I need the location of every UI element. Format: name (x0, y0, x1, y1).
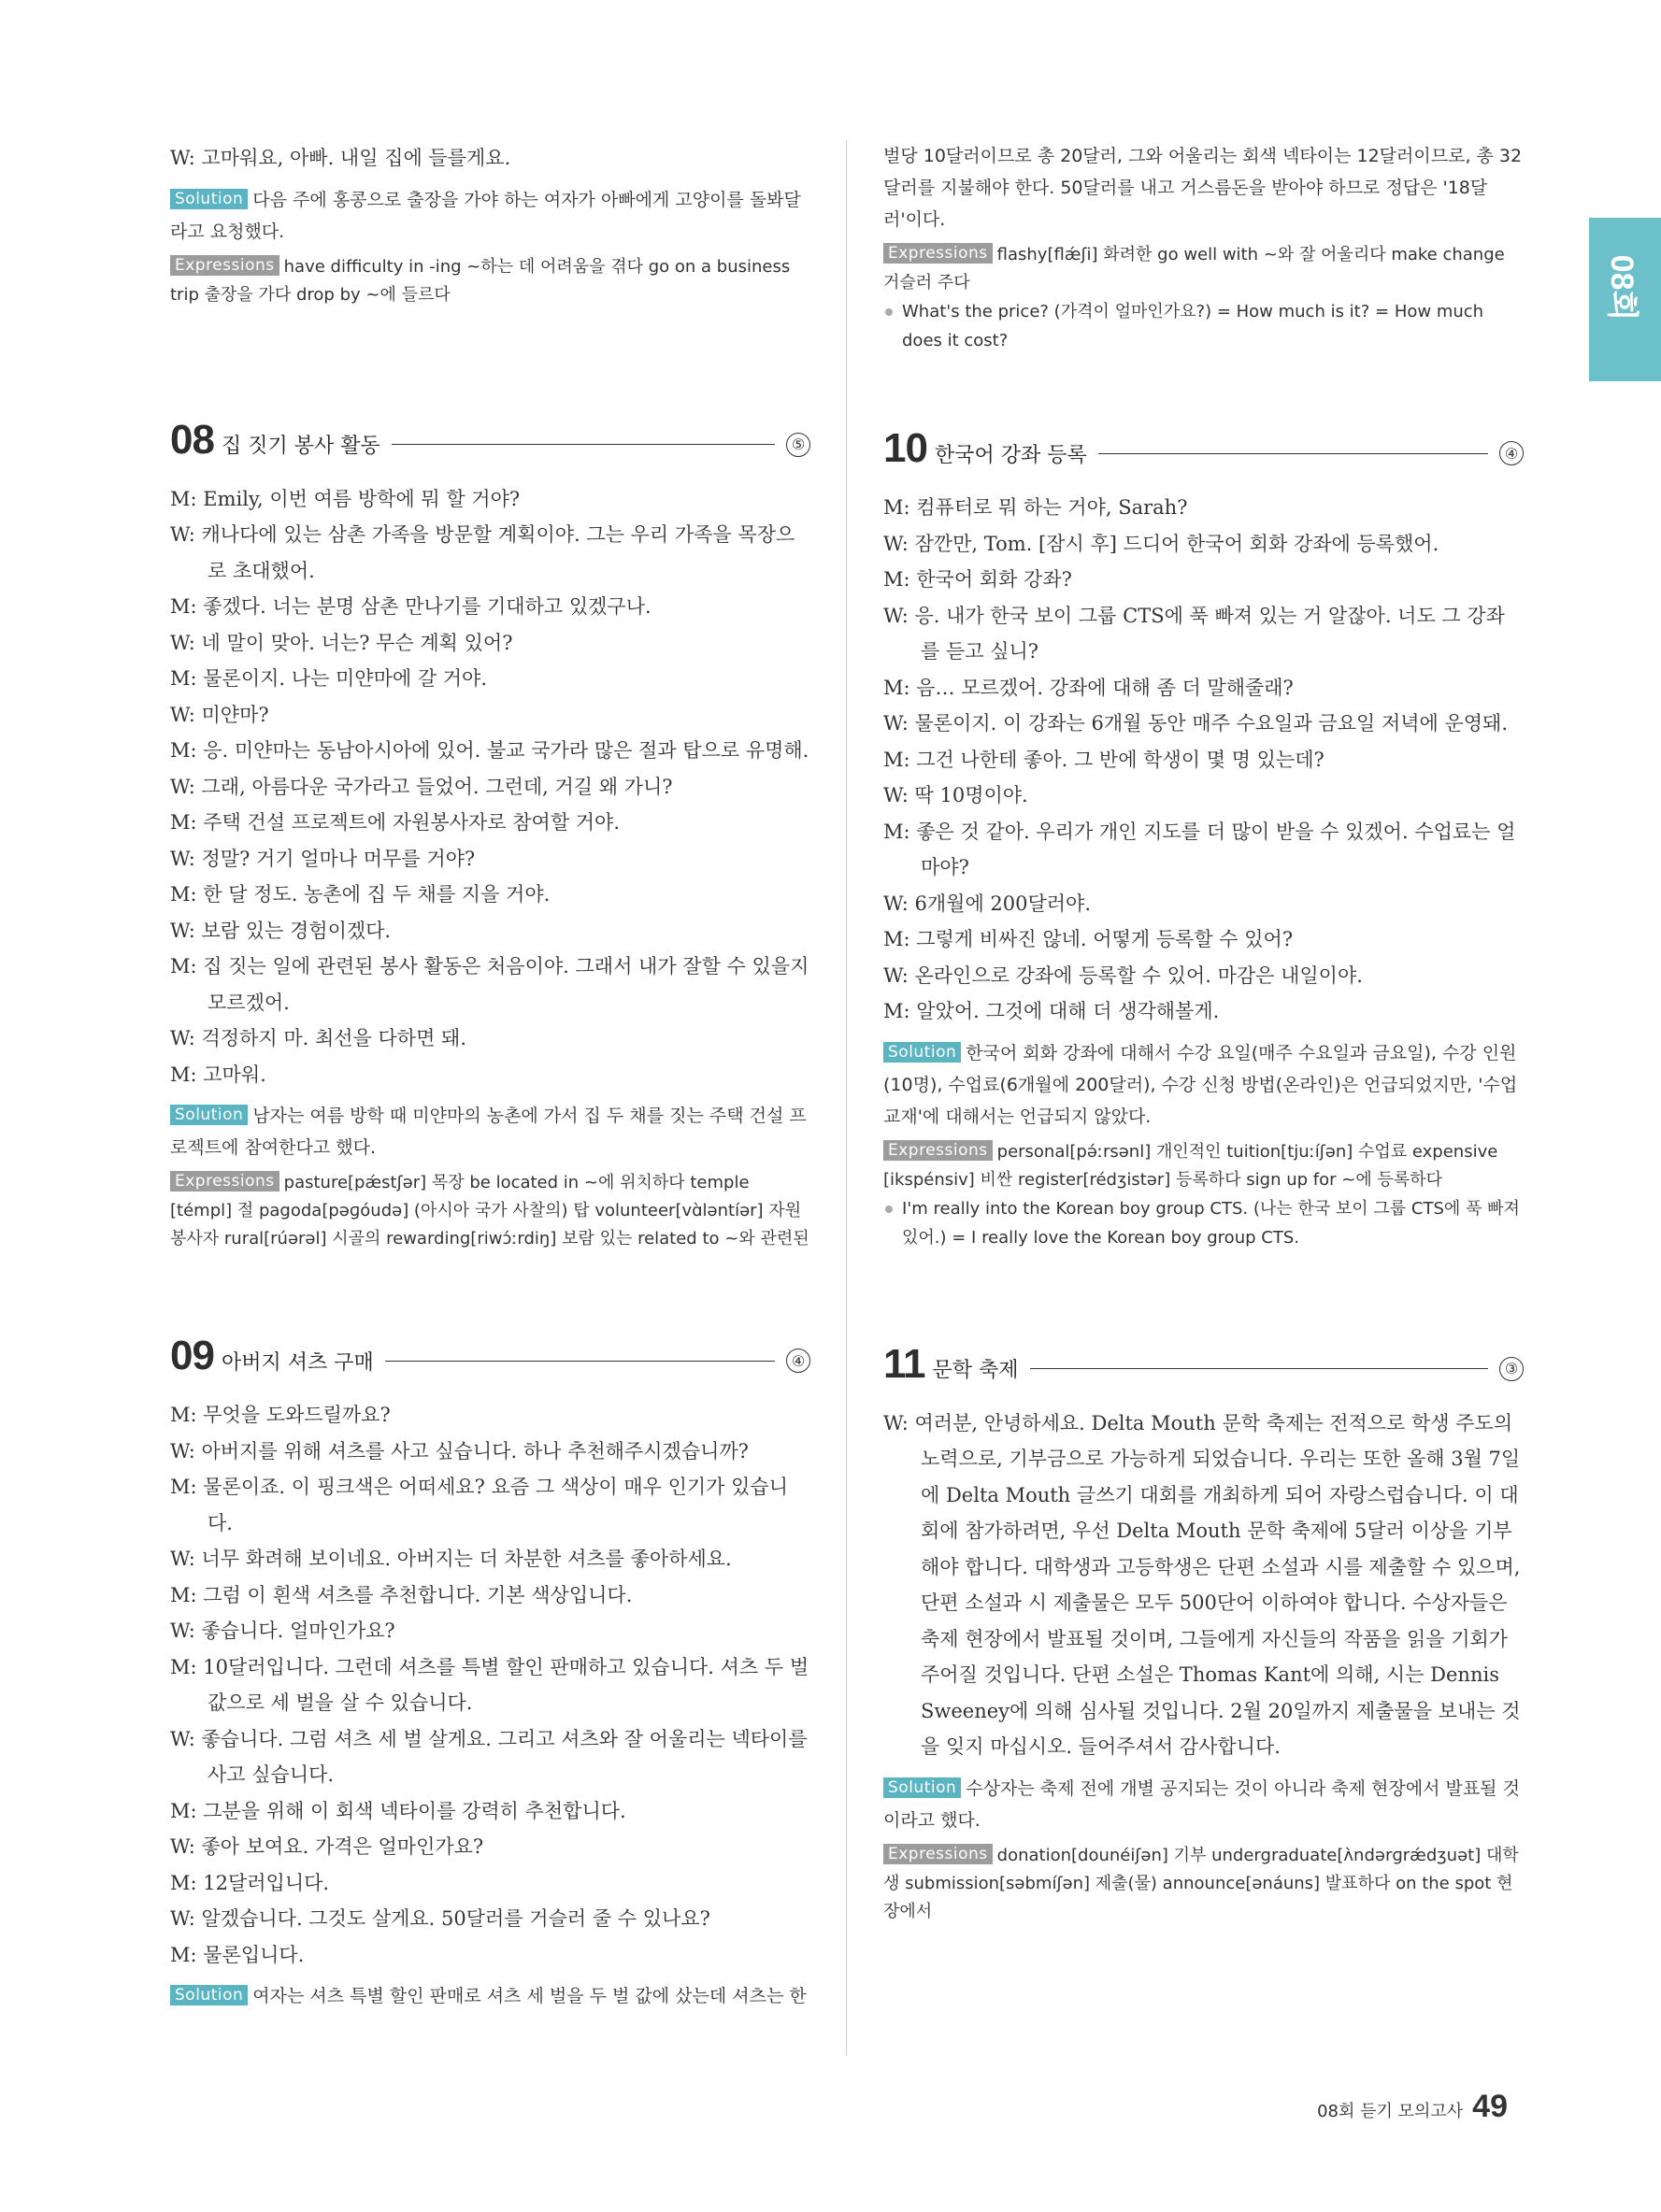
solution-text: 여자는 셔츠 특별 할인 판매로 셔츠 세 벌을 두 벌 값에 샀는데 셔츠는 한 (252, 1986, 807, 2006)
expressions-tag: Expressions (170, 255, 279, 276)
section-08-header (170, 412, 810, 468)
dialogue-line: M: 좋겠다. 너는 분명 삼촌 만나기를 기대하고 있겠구나. (170, 595, 652, 618)
section-rule (385, 1361, 775, 1362)
section-09-dialogue (170, 1397, 810, 1973)
section-08-dialogue (170, 481, 810, 1093)
dialogue-line: W: 그래, 아름다운 국가라고 들었어. 그런데, 거길 왜 가니? (170, 775, 673, 798)
solution-text: 남자는 여름 방학 때 미얀마의 농촌에 가서 집 두 채를 짓는 주택 건설 프로젝트에 참여한다고 했다. (170, 1106, 807, 1158)
dialogue-line: W: 캐나다에 있는 삼촌 가족을 방문할 계획이야. 그는 우리 가족을 목장으로 초대했어. (170, 523, 795, 582)
solution-block (170, 184, 810, 248)
dialogue-line: W: 좋아 보여요. 가격은 얼마인가요? (170, 1835, 484, 1858)
dialogue-line: M: 응. 미얀마는 동남아시아에 있어. 불교 국가라 많은 절과 탑으로 유명해. (170, 739, 809, 762)
section-11-header (883, 1336, 1524, 1392)
expressions-block (170, 253, 810, 309)
dialogue-line: M: 12달러입니다. (170, 1871, 330, 1894)
dialogue-line: M: 한국어 회화 강좌? (883, 568, 1072, 591)
dialogue-line: W: 응. 내가 한국 보이 그룹 CTS에 푹 빠져 있는 거 알잖아. 너도 그 강좌를 듣고 싶니? (883, 604, 1505, 663)
dialogue-line: M: 좋은 것 같아. 우리가 개인 지도를 더 많이 받을 수 있겠어. 수업료는 얼마야? (883, 820, 1516, 878)
expression-bullet: I'm really into the Korean boy group CTS. (나는 한국 보이 그룹 CTS에 푹 빠져 있어.) = I really love the Korean boy group CTS. (883, 1194, 1524, 1252)
solution-tag: Solution (170, 1105, 248, 1125)
section-11-monologue (883, 1406, 1524, 1765)
expressions-text: have difficulty in -ing ~하는 데 어려움을 겪다 go on a business trip 출장을 가다 drop by ~에 들르다 (170, 256, 791, 305)
dialogue-line: M: 주택 건설 프로젝트에 자원봉사자로 참여할 거야. (170, 811, 621, 834)
solution-tag: Solution (883, 1042, 961, 1063)
solution-continuation: 벌당 10달러이므로 총 20달러, 그와 어울리는 회색 넥타이는 12달러이므로, 총 32달러를 지불해야 한다. 50달러를 내고 거스름돈을 받아야 하므로 정답은 '18달러'이다. (883, 146, 1523, 230)
dialogue-line: W: 정말? 거기 얼마나 머무를 거야? (170, 847, 476, 870)
dialogue-line: M: 물론이죠. 이 핑크색은 어떠세요? 요즘 그 색상이 매우 인기가 있습니다. (170, 1476, 788, 1534)
solution-text: 한국어 회화 강좌에 대해서 수강 요일(매주 수요일과 금요일), 수강 인원(10명), 수업료(6개월에 200달러), 수강 신청 방법(온라인)은 언급되었지만, '수업 교재'에 대해서는 언급되지 않았다. (883, 1042, 1518, 1127)
dialogue-line: W: 딱 10명이야. (883, 784, 1028, 806)
dialogue-line: M: 그렇게 비싸진 않네. 어떻게 등록할 수 있어? (883, 928, 1294, 950)
answer-mark: ⑤ (786, 433, 810, 457)
solution-text: 수상자는 축제 전에 개별 공지되는 것이 아니라 축제 현장에서 발표될 것이라고 했다. (883, 1777, 1520, 1831)
section-title: 한국어 강좌 등록 (934, 443, 1087, 467)
expressions-text: pasture[pǽstʃər] 목장 be located in ~에 위치하다 temple [témpl] 절 pagoda[pəɡóudə] (아시아 국가 사찰의) 탑 volunteer[vɑ̀ləntíər] 자원봉사자 rural[rúərəl] 시골의 rewarding[riwɔ́ːrdiŋ] 보람 있는 related to ~와 관련된 (170, 1173, 809, 1249)
column-divider (846, 140, 847, 2056)
dialogue-line: W: 알겠습니다. 그것도 살게요. 50달러를 거슬러 줄 수 있나요? (170, 1907, 710, 1930)
solution-block (883, 1773, 1524, 1836)
solution-tag: Solution (170, 1985, 248, 2005)
expressions-tag: Expressions (883, 1844, 993, 1864)
expressions-block (883, 1138, 1524, 1194)
solution-text: 다음 주에 홍콩으로 출장을 가야 하는 여자가 아빠에게 고양이를 돌봐달라고 요청했다. (170, 189, 801, 242)
section-rule (392, 444, 775, 445)
dialogue-line: W: 네 말이 맞아. 너는? 무슨 계획 있어? (170, 631, 513, 654)
dialogue-line: M: 그건 나한테 좋아. 그 반에 학생이 몇 명 있는데? (883, 748, 1325, 771)
answer-mark: ③ (1499, 1357, 1524, 1381)
expressions-block (170, 1169, 810, 1253)
section-number: 08 (170, 416, 214, 463)
page-number: 49 (1472, 2089, 1508, 2124)
section-number: 11 (883, 1340, 925, 1387)
side-tab-label: 08회 (1604, 254, 1640, 321)
section-title: 아버지 셔츠 구매 (221, 1350, 374, 1375)
footer-label: 08회 듣기 모의고사 (1317, 2102, 1464, 2121)
expressions-block (883, 1842, 1524, 1926)
solution-block (883, 1037, 1524, 1133)
section-09-header (170, 1328, 810, 1384)
right-column (883, 140, 1524, 1926)
dialogue-line: W: 너무 화려해 보이네요. 아버지는 더 차분한 셔츠를 좋아하세요. (170, 1548, 732, 1570)
section-number: 10 (883, 425, 927, 471)
expressions-text: flashy[flǽʃi] 화려한 go well with ~와 잘 어울리다 make change 거슬러 주다 (883, 245, 1505, 293)
dialogue-line: M: 물론이지. 나는 미얀마에 갈 거야. (170, 667, 488, 690)
expressions-text: donation[dounéiʃən] 기부 undergraduate[ʌ̀ndərɡrǽdʒuət] 대학생 submission[səbmíʃən] 제출(물) announce[ənáuns] 발표하다 on the spot 현장에서 (883, 1845, 1519, 1921)
page-footer (1317, 2089, 1508, 2125)
dialogue-line: M: 물론입니다. (170, 1943, 305, 1966)
dialogue-line: M: 고마워. (170, 1063, 266, 1086)
dialogue-line: M: 무엇을 도와드릴까요? (170, 1404, 391, 1426)
answer-mark: ④ (786, 1349, 810, 1373)
expressions-tag: Expressions (170, 1171, 279, 1192)
dialogue-line: W: 좋습니다. 그럼 셔츠 세 벌 살게요. 그리고 셔츠와 잘 어울리는 넥타이를 사고 싶습니다. (170, 1727, 808, 1786)
section-title: 문학 축제 (932, 1359, 1019, 1382)
dialogue-line: W: 아버지를 위해 셔츠를 사고 싶습니다. 하나 추천해주시겠습니까? (170, 1439, 749, 1463)
dialogue-line: W: 여러분, 안녕하세요. Delta Mouth 문학 축제는 전적으로 학생 주도의 노력으로, 기부금으로 가능하게 되었습니다. 우리는 또한 올해 3월 7일에 Delta Mouth 글쓰기 대회를 개최하게 되어 자랑스럽습니다. 이 대회에 참가하려면, 우선 Delta Mouth 문학 축제에 5달러 이상을 기부해야 합니다. 대학생과 고등학생은 단편 소설과 시를 제출할 수 있으며, 단편 소설과 시 제출물은 모두 500단어 이하여야 합니다. 수상자들은 축제 현장에서 발표될 것이며, 그들에게 자신들의 작품을 읽을 기회가 주어질 것입니다. 단편 소설은 Thomas Kant에 의해, 시는 Dennis Sweeney에 의해 심사될 것입니다. 2월 20일까지 제출물을 보내는 것을 잊지 마십시오. 들어주셔서 감사합니다. (883, 1411, 1521, 1758)
dialogue-line: M: 그분을 위해 이 회색 넥타이를 강력히 추천합니다. (170, 1799, 626, 1822)
section-rule (1098, 453, 1488, 454)
expressions-text: personal[pə́ːrsənl] 개인적인 tuition[tjuːíʃən] 수업료 expensive [ikspénsiv] 비싼 register[rédʒistər] 등록하다 sign up for ~에 등록하다 (883, 1141, 1498, 1190)
expressions-block (883, 241, 1524, 297)
solution-block (170, 1980, 810, 2012)
dialogue-line: M: 10달러입니다. 그런데 셔츠를 특별 할인 판매하고 있습니다. 셔츠 두 벌 값으로 세 벌을 살 수 있습니다. (170, 1655, 809, 1714)
section-number: 09 (170, 1333, 214, 1378)
section-title: 집 짓기 봉사 활동 (221, 435, 380, 458)
dialogue-line: W: 물론이지. 이 강좌는 6개월 동안 매주 수요일과 금요일 저녁에 운영돼. (883, 712, 1509, 735)
dialogue-line: W: 고마워요, 아빠. 내일 집에 들를게요. (170, 147, 511, 169)
dialogue-line: M: 그럼 이 흰색 셔츠를 추천합니다. 기본 색상입니다. (170, 1583, 633, 1606)
dialogue-line: M: 컴퓨터로 뭐 하는 거야, Sarah? (883, 496, 1188, 519)
dialogue-line: W: 미얀마? (170, 703, 269, 726)
section-10-dialogue (883, 490, 1524, 1030)
expressions-tag: Expressions (883, 243, 993, 264)
dialogue-line: W: 온라인으로 강좌에 등록할 수 있어. 마감은 내일이야. (883, 963, 1363, 987)
section-10-header (883, 421, 1524, 477)
left-column (170, 140, 810, 2012)
solution-block (170, 1100, 810, 1163)
solution-tag: Solution (883, 1777, 961, 1798)
answer-mark: ④ (1499, 441, 1524, 465)
dialogue-line: W: 좋습니다. 얼마인가요? (170, 1620, 395, 1642)
dialogue-line: W: 잠깐만, Tom. [잠시 후] 드디어 한국어 회화 강좌에 등록했어. (883, 532, 1439, 555)
expressions-tag: Expressions (883, 1140, 993, 1161)
dialogue-line: M: Emily, 이번 여름 방학에 뭐 할 거야? (170, 487, 521, 510)
dialogue-line: M: 알았어. 그것에 대해 더 생각해볼게. (883, 1000, 1220, 1022)
dialogue-line: W: 걱정하지 마. 최선을 다하면 돼. (170, 1027, 466, 1049)
expression-bullet: What's the price? (가격이 얼마인가요?) = How much is it? = How much does it cost? (883, 297, 1524, 355)
dialogue-line: M: 음… 모르겠어. 강좌에 대해 좀 더 말해줄래? (883, 676, 1294, 699)
solution-tag: Solution (170, 189, 248, 209)
dialogue-line: M: 집 짓는 일에 관련된 봉사 활동은 처음이야. 그래서 내가 잘할 수 있을지 모르겠어. (170, 955, 809, 1014)
section-rule (1030, 1368, 1488, 1369)
dialogue-line: W: 6개월에 200달러야. (883, 892, 1092, 915)
dialogue-line: W: 보람 있는 경험이겠다. (170, 919, 392, 942)
dialogue-line: M: 한 달 정도. 농촌에 집 두 채를 지을 거야. (170, 883, 551, 906)
